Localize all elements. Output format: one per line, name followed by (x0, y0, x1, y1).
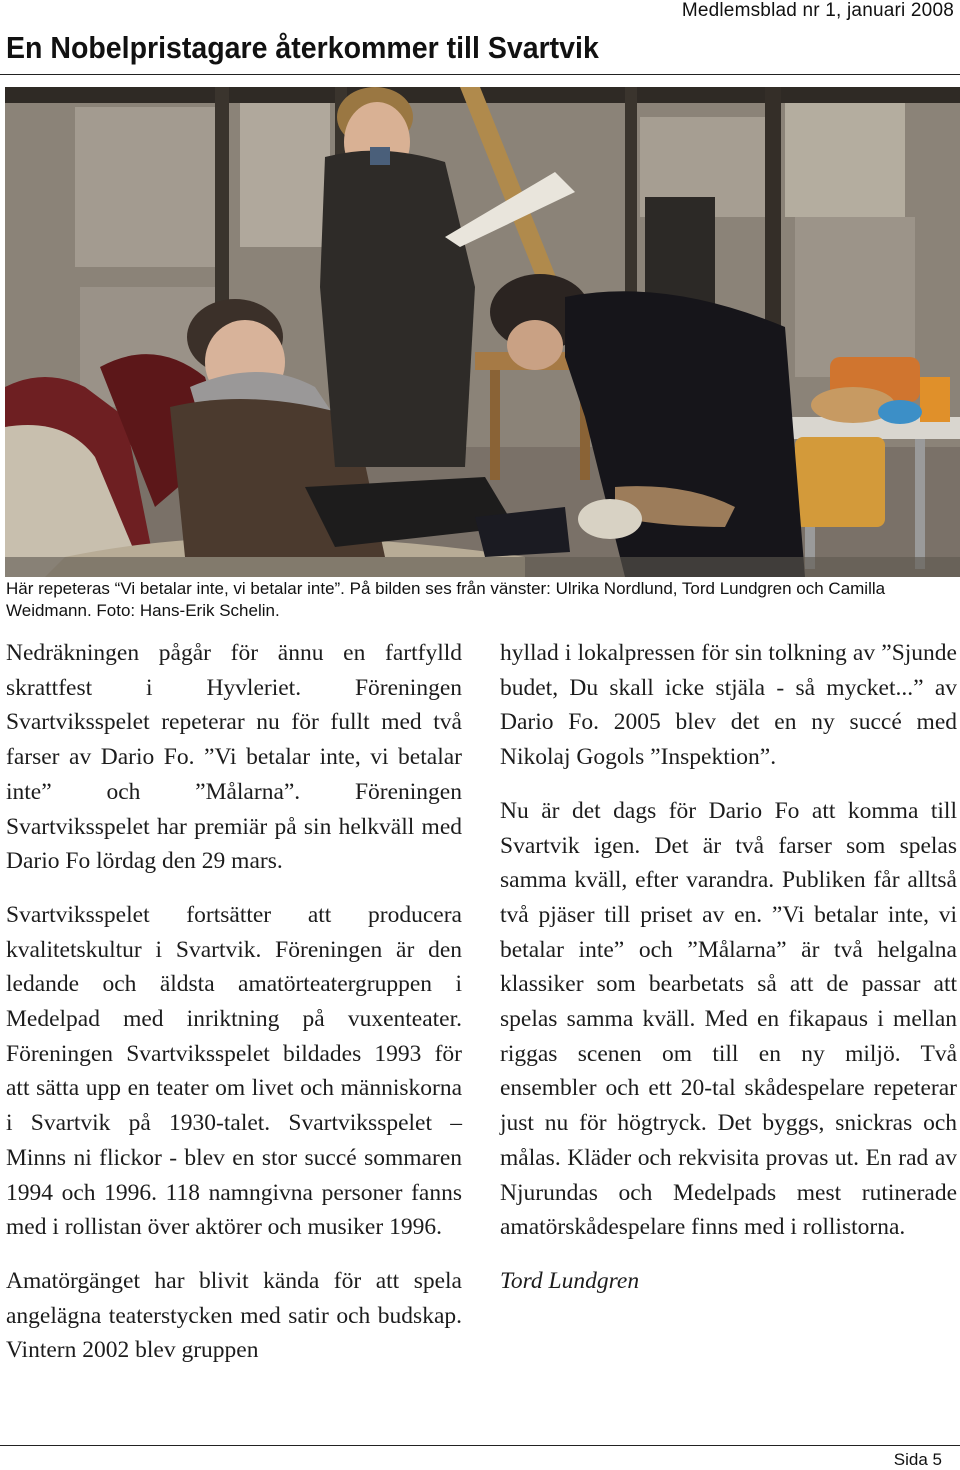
article-paragraph: Nedräkningen pågår för ännu en fartfylld skrattfest i Hyvleriet. Föreningen Svartviksspelet repeterar nu för fullt med två farser av Dario Fo. ”Vi betalar inte, vi betalar inte” och ”Målarna”. Föreningen Svartviksspelet har premiär på sin helkväll med Dario Fo lördag den 29 mars. (6, 640, 462, 875)
article-paragraph: hyllad i lokalpressen för sin tolkning av ”Sjunde budet, Du skall icke stjäla - så mycket...” av Dario Fo. 2005 blev det en ny succé med Nikolaj Gogols ”Inspektion”. (500, 640, 957, 771)
article-headline: En Nobelpristagare återkommer till Svartvik (6, 30, 599, 65)
page-number: Sida 5 (893, 1450, 942, 1469)
photo-caption: Här repeteras “Vi betalar inte, vi betalar inte”. På bilden ses från vänster: Ulrika Nordlund, Tord Lundgren och Camilla Weidmann. Foto: Hans-Erik Schelin. (6, 579, 886, 620)
publication-issue-line: Medlemsblad nr 1, januari 2008 (681, 0, 954, 21)
header-rule (0, 74, 960, 75)
rehearsal-photo (5, 87, 960, 577)
article-paragraph: Nu är det dags för Dario Fo att komma till Svartvik igen. Det är två farser som spelas samma kväll, efter varandra. Publiken får alltså två pjäser till priset av en. ”Vi betalar inte, vi betalar inte” och ”Målarna” är två helgalna klassiker som bearbetats så att de passar att spelas samma kväll. Med en fikapaus i mellan riggas scenen om till en ny miljö. Två ensembler och ett 20-tal skådespelare repeterar just nu för högtryck. Det byggs, snickras och målas. Kläder och rekvisita provas ut. En rad av Njurundas och Medelpads mest rutinerade amatörskådespelare finns med i rollistorna. (500, 797, 957, 1241)
article-byline: Tord Lundgren (500, 1267, 640, 1294)
article-paragraph: Svartviksspelet fortsätter att producera kvalitetskultur i Svartvik. Föreningen är den ledande och äldsta amatörteatergruppen i Medelpad med inriktning på vuxenteater. Föreningen Svartviksspelet bildades 1993 för att sätta upp en teater om livet och människorna i Svartvik på 1930-talet. Svartviksspelet – Minns ni flickor - blev en stor succé sommaren 1994 och 1996. 118 namngivna personer fanns med i rollistan över aktörer och musiker 1996. (6, 901, 462, 1241)
article-column-left (6, 636, 462, 1387)
footer-rule (0, 1445, 960, 1446)
article-column-right (500, 636, 957, 1318)
article-paragraph: Amatörgänget har blivit kända för att spela angelägna teaterstycken med satir och budskap. Vintern 2002 blev gruppen (6, 1267, 462, 1364)
